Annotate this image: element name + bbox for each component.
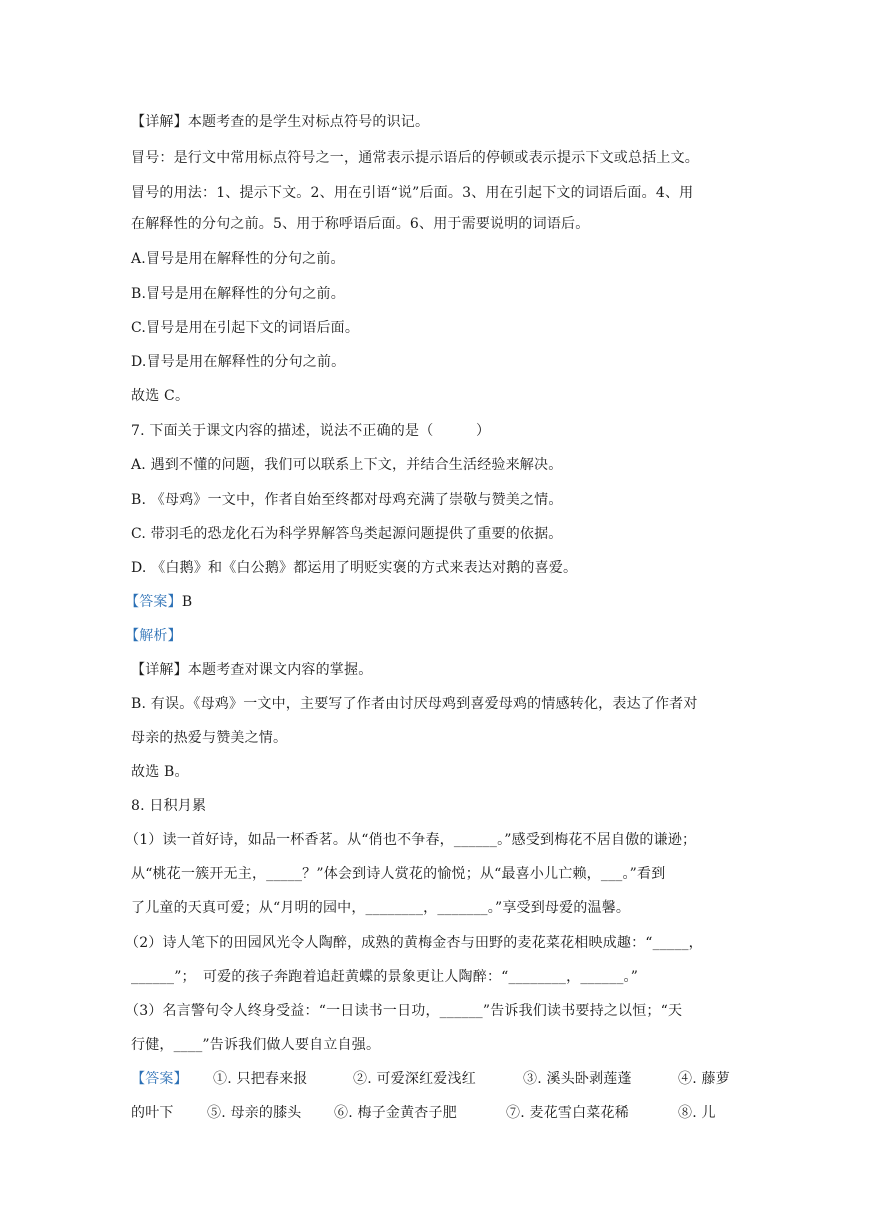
answer-item: ⑤. 母亲的膝头 <box>207 1105 302 1121</box>
answer-item: ②. 可爱深红爱浅红 <box>353 1071 476 1087</box>
colon-definition: 冒号：是行文中常用标点符号之一，通常表示提示语后的停顿或表示提示下文或总括上文。 <box>131 150 699 166</box>
q7-explain-line2: 母亲的热爱与赞美之情。 <box>131 730 288 746</box>
detail-tag: 【详解】 <box>131 114 188 130</box>
q8-part2-line1: （2）诗人笔下的田园风光令人陶醉，成熟的黄梅金杏与田野的麦花菜花相映成趣：“_____， <box>125 935 703 951</box>
q7-detail-line <box>131 660 372 680</box>
answer-item: 的叶下 <box>131 1105 174 1121</box>
colon-usage-line2: 在解释性的分句之前。5、用于称呼语后面。6、用于需要说明的词语后。 <box>131 216 590 232</box>
answer-item: ③. 溪头卧剥莲蓬 <box>523 1071 632 1087</box>
prev-option-c: C.冒号是用在引起下文的词语后面。 <box>131 320 360 336</box>
answer-tag: 【答案】 <box>131 1071 188 1087</box>
q8-title: 8. 日积月累 <box>131 798 207 814</box>
answer-item: ④. 藤萝 <box>678 1071 730 1087</box>
q8-part1-line1: （1）读一首好诗，如品一杯香茗。从“俏也不争春，______。”感受到梅花不居自傲的谦逊； <box>125 832 697 848</box>
q7-option-a: A. 遇到不懂的问题，我们可以联系上下文，并结合生活经验来解决。 <box>131 457 563 473</box>
prev-detail-line <box>131 112 429 132</box>
q7-explain-line1: B. 有误。《母鸡》一文中，主要写了作者由讨厌母鸡到喜爱母鸡的情感转化，表达了作者对 <box>131 696 698 712</box>
q8-part3-line2: 行健，____”告诉我们做人要自立自强。 <box>131 1037 381 1053</box>
q7-option-b: B. 《母鸡》一文中，作者自始至终都对母鸡充满了崇敬与赞美之情。 <box>131 492 563 508</box>
q8-part3-line1: （3）名言警句令人终身受益：“一日读书一日功，______”告诉我们读书要持之以恒；“天 <box>125 1003 683 1019</box>
q7-choose: 故选 B。 <box>131 764 189 780</box>
detail-text: 本题考查的是学生对标点符号的识记。 <box>187 114 430 130</box>
q7-option-c: C. 带羽毛的恐龙化石为科学界解答鸟类起源问题提供了重要的依据。 <box>131 526 563 542</box>
q7-answer-line <box>125 592 192 612</box>
prev-choose: 故选 C。 <box>131 388 190 404</box>
answer-item: ⑧. 儿 <box>678 1105 716 1121</box>
colon-usage-line1: 冒号的用法：1、提示下文。2、用在引语“说”后面。3、用在引起下文的词语后面。4、用 <box>131 185 694 201</box>
answer-item: ⑥. 梅子金黄杏子肥 <box>334 1105 457 1121</box>
prev-option-d: D.冒号是用在解释性的分句之前。 <box>131 354 346 370</box>
answer-item: ⑦. 麦花雪白菜花稀 <box>506 1105 629 1121</box>
q8-answer-row1 <box>131 1069 730 1089</box>
q7-stem: 7. 下面关于课文内容的描述，说法不正确的是（ ） <box>131 423 491 439</box>
answer-tag: 【答案】 <box>125 594 182 610</box>
q7-option-d: D. 《白鹅》和《白公鹅》都运用了明贬实褒的方式来表达对鹅的喜爱。 <box>131 560 578 576</box>
q8-answer-row2 <box>131 1103 716 1123</box>
prev-option-a: A.冒号是用在解释性的分句之前。 <box>131 251 345 267</box>
q8-part1-line2: 从“桃花一簇开无主，_____？”体会到诗人赏花的愉悦；从“最喜小儿亡赖，___。”看到 <box>131 866 666 882</box>
prev-option-b: B.冒号是用在解释性的分句之前。 <box>131 286 345 302</box>
detail-tag: 【详解】 <box>131 662 188 678</box>
q8-part2-line2: ______”； 可爱的孩子奔跑着追赶黄蝶的景象更让人陶醉：“________，______。” <box>131 969 639 985</box>
answer-item: ①. 只把春来报 <box>213 1071 308 1087</box>
detail-text: 本题考查对课文内容的掌握。 <box>187 662 373 678</box>
q7-analysis-tag: 【解析】 <box>125 628 182 644</box>
q8-part1-line3: 了儿童的天真可爱；从“月明的园中，________，_______。”享受到母爱的温馨。 <box>131 900 631 916</box>
answer-value: B <box>181 594 193 610</box>
